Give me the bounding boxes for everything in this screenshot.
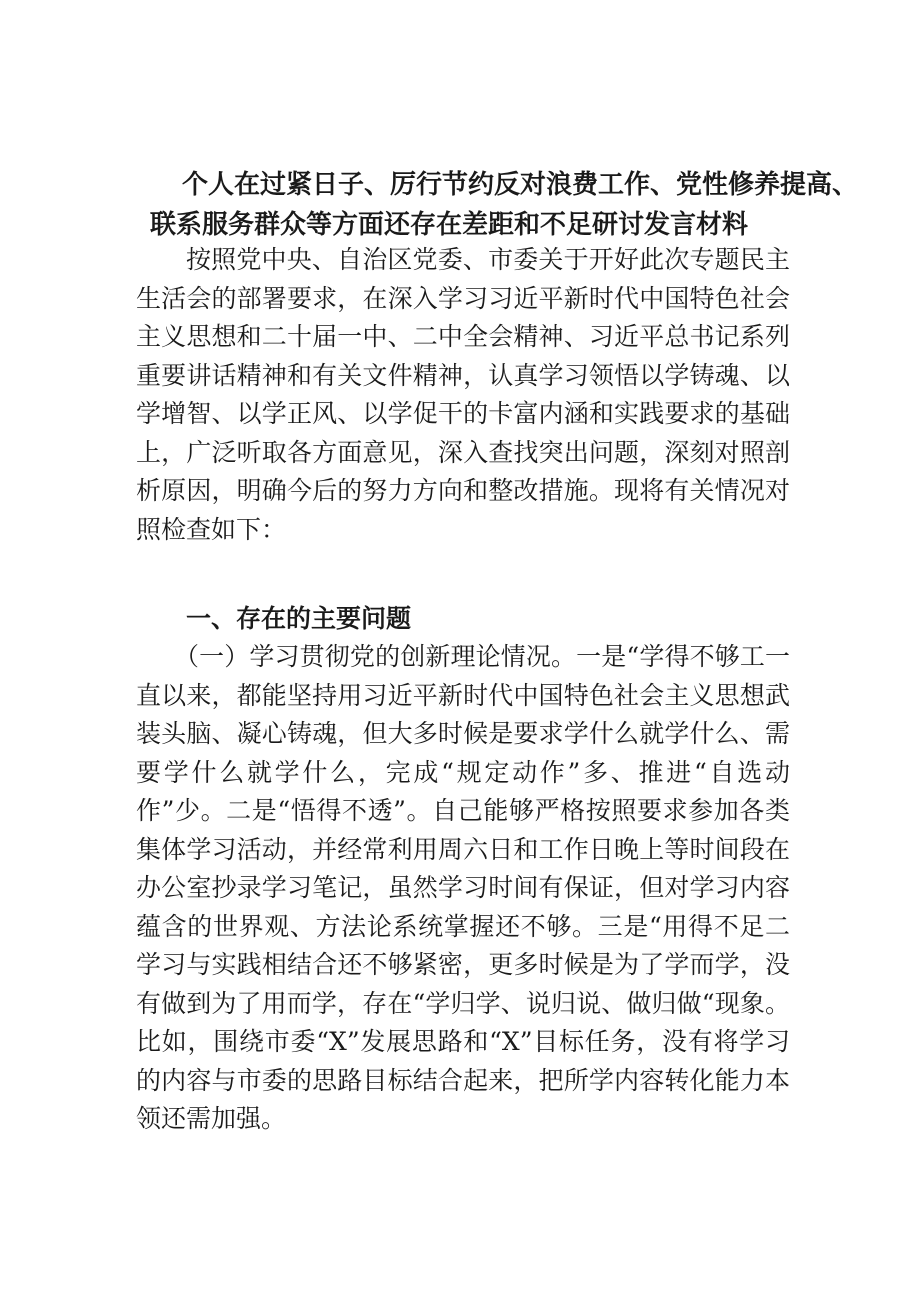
document-title	[150, 165, 859, 245]
document-title-line-2: 联系服务群众等方面还存在差距和不足研讨发言材料	[150, 210, 749, 240]
section-paragraph: （一）学习贯彻党的创新理论情况。一是“学得不够工一直以来，都能坚持用习近平新时代中国特色社会主义思想武装头脑、凝心铸魂，但大多时候是要求学什么就学什么、需要学什么就学什么，完成“规定动作”多、推进“自选动作”少。二是“悟得不透”。自己能够严格按照要求参加各类集体学习活动，并经常利用周六日和工作日晚上等时间段在办公室抄录学习笔记，虽然学习时间有保证，但对学习内容蕴含的世界观、方法论系统掌握还不够。三是“用得不足二学习与实践相结合还不够紧密，更多时候是为了学而学，没有做到为了用而学，存在“学归学、说归说、做归做“现象。比如，围绕市委“X”发展思路和“X”目标任务，没有将学习的内容与市委的思路目标结合起来，把所学内容转化能力本领还需加强。	[136, 642, 790, 1133]
document-title-line-1: 个人在过紧日子、厉行节约反对浪费工作、党性修养提高、	[182, 170, 859, 200]
section-heading: 一、存在的主要问题	[186, 604, 412, 633]
intro-paragraph: 按照党中央、自治区党委、市委关于开好此次专题民主生活会的部署要求，在深入学习习近平新时代中国特色社会主义思想和二十届一中、二中全会精神、习近平总书记系列重要讲话精神和有关文件精神，认真学习领悟以学铸魂、以学增智、以学正风、以学促干的卡富内涵和实践要求的基础上，广泛听取各方面意见，深入查找突出问题，深刻对照剖析原因，明确今后的努力方向和整改措施。现将有关情况对照检查如下：	[136, 245, 790, 544]
